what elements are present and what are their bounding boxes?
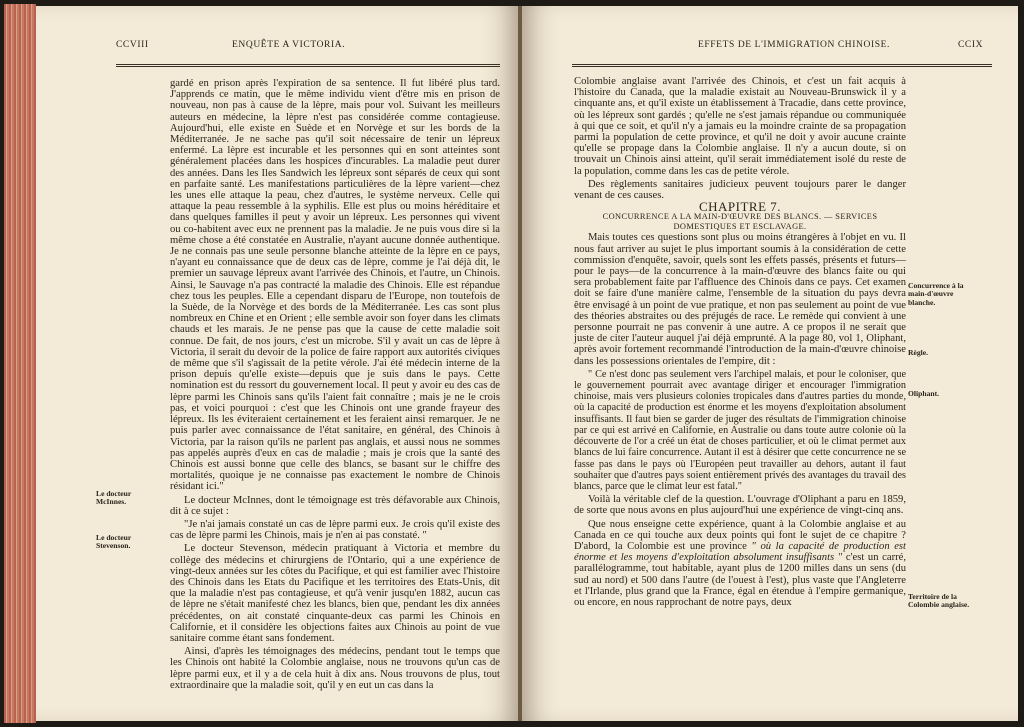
paragraph-text-cont: c'est un carré, parallélogramme, tout habitable, ayant plus de 1200 milles dans un sens (du sud au nord) et 500 dans l'autre (de l'ouest à l'est), plus vaste que l'Angleterre et l'Irlande, plus grand que la France, égal en étendue à l'empire germanique, ou encore, en nous rapprochant de notre pays, deux (574, 552, 906, 608)
paragraph: Mais toutes ces questions sont plus ou moins étrangères à l'objet en vu. Il nous faut arriver au sujet le plus important soumis à la considération de cette commission d'enquête, savoir, quels sont les effets passés, présents et futurs—pour le pays—de la concurrence à la main-d'œuvre des blancs faite ou qui sera probablement faite par l'affluence des Chinois dans ce pays. Cet examen doit se faire d'une manière calme, l'ensemble de la situation du pays devra être envisagé à un point de vue pratique, et non pas seulement au point de vue des théories abstraites ou des préjugés de race. Le remède qui convient à une personne pourrait ne pas convenir à une autre. A ce propos il ne serait que juste de citer l'auteur auquel j'ai déjà emprunté. A la page 80, vol 1, Oliphant, après avoir fortement recommandé l'introduction de la main-d'œuvre chinoise dans les possessions orientales de l'empire, dit : (574, 232, 906, 367)
right-page-number: CCIX (958, 40, 984, 50)
paragraph: gardé en prison après l'expiration de sa sentence. Il fut libéré plus tard. J'apprends ce matin, que le même individu vient d'être mis en prison de nouveau, non pas à cause de la lèpre, mais pour vol. Suivant les meilleurs auteurs en médecine, la lèpre n'est pas considérée comme contagieuse. Aujourd'hui, elle existe en Suède et en Norvège et sur les bords de la Méditerranée. Je ne sache pas qu'il soit nécessaire de tenir un lépreux enfermé. La lèpre est incurable et les personnes qui en sont atteintes sont généralement placées dans les hospices d'incurables. La maladie peut durer des années. Dans les Iles Sandwich les lépreux sont séparés de ceux qui sont en parfaite santé. Les manifestations particulières de la lèpre varient—chez les unes elle attaque la peau, chez d'autres, le système nerveux. Celle qui attaque la peau ressemble à la syphilis. Elle est plus ou moins héréditaire et dans quelques familles il peut y avoir un lépreux. Les personnes qui vivent ou co-habitent avec eux ne prennent pas la maladie. Je ne puis vous dire si la même chose a été constatée en Australie, n'ayant aucune donnée authentique. Je ne connais pas une seule personne blanche atteinte de la lèpre en ce pays, n'ayant eu connaissance que de deux cas de lèpre, comme je l'ai déjà dit, le premier un sauvage lépreux avant l'arrivée des Chinois, et l'autre, un Chinois. Ainsi, le Sauvage n'a pas contracté la maladie des Chinois. Elle est répandue chez tous les peuples. Elle a cependant disparu de l'Europe, non toutefois de la Suède, de la Norvège et des bords de la Méditerranée. Les cas sont plus nombreux en Chine et en Orient ; elle semble avoir son foyer dans les climats chauds et les marais. Je ne pense pas que la cause de cette maladie soit connue. De fait, de nos jours, c'est un microbe. S'il y avait un cas de lèpre à Victoria, il serait du devoir de la police de faire rapport aux autorités civiques de même que s'il s'agissait de la petite vérole. J'ai été médecin interne de la prison depuis qu'elle existe—depuis que je suis dans le pays. Cette nomination est du ressort du gouvernement local. Il peut y avoir eu des cas de lèpre parmi les Chinois sans qu'ils l'aient fait connaître ; mais je ne le crois pas, et voici pourquoi : c'est que les Chinois ont une grande frayeur des lépreux. Ils les éviteraient certainement et les feraient ainsi remarquer. Je ne puis parler avec connaissance de l'état sanitaire, en général, des Chinois à Victoria, par la raison qu'ils ne parlent pas anglais, et aussi nous ne sommes pas appelés auprès d'eux en cas de maladie ; mais je crois que la santé des Chinois est aussi bonne que celle des blancs, se basant sur le chiffre des mortalités, quoique je ne connaisse pas exactement le nombre de Chinois résidant ici." (170, 78, 500, 493)
paragraph: Le docteur Stevenson, médecin pratiquant à Victoria et membre du collège des médecins et chirurgiens de l'Ontario, qui a une expérience de vingt-deux années sur les côtes du Pacifique, et qui est familier avec l'histoire des Chinois dans les Etats du Pacifique et les territoires des Etats-Unis, dit que la maladie n'est pas contagieuse, et qu'à venir jusqu'en 1882, aucun cas de lèpre ne s'était manifesté chez les blancs, bien que, pendant les dix années précédentes, on ait constaté cinquante-deux cas parmi les Chinois en Californie, et il considère les objections faites aux Chinois au point de vue sanitaire comme étant sans fondement. (170, 543, 500, 644)
left-page (36, 6, 518, 721)
left-running-head: ENQUÊTE A VICTORIA. (232, 40, 346, 50)
right-page (522, 6, 1018, 721)
right-running-head: EFFETS DE L'IMMIGRATION CHINOISE. (698, 40, 890, 50)
paragraph: Ainsi, d'après les témoignages des médecins, pendant tout le temps que les Chinois ont habité la Colombie anglaise, nous ne trouvons qu'un cas de lèpre parmi eux, et il y a de cela huit à dix ans. Nous trouvons de plus, tout extraordinaire que la maladie soit, qu'il y en eut un cas dans la (170, 646, 500, 691)
margin-note-stevenson: Le docteur Stevenson. (96, 533, 132, 551)
paragraph-with-quote (574, 519, 906, 609)
paragraph: Le docteur McInnes, dont le témoignage est très défavorable aux Chinois, dit à ce sujet : (170, 494, 500, 517)
chapter-title: CHAPITRE 7. (698, 199, 782, 215)
margin-note-concurrence: Concurrence à la main-d'œuvre blanche. (908, 281, 964, 307)
page-edges (4, 4, 36, 723)
paragraph: "Je n'ai jamais constaté un cas de lèpre parmi eux. Je crois qu'il existe des cas de lèpre parmi les Chinois, mais je n'en ai pas constaté. " (170, 518, 500, 542)
left-page-number: CCVIII (116, 40, 149, 50)
margin-note-mcinnes: Le docteur McInnes. (96, 489, 132, 507)
paragraph: Colombie anglaise avant l'arrivée des Chinois, et c'est un fait acquis à l'histoire du Canada, que la maladie existait au Nouveau-Brunswick il y a cinquante ans, et qu'il existe un établissement à Tracadie, dans cette province, où les lépreux sont gardés ; qu'elle ne s'est jamais répandue ou communiquée à qui que ce soit, et qu'il n'y a jamais eu la moindre crainte de sa propagation parmi la population de cette province, et qu'il ne doit y avoir aucune crainte qu'elle se propage dans la Colombie anglaise. Il n'y a aucun doute, si on trouvait un Chinois ainsi atteint, qu'il serait immédiatement isolé du reste de la population, comme dans les cas de petite vérole. (574, 76, 906, 177)
margin-note-territoire: Territoire de la Colombie anglaise. (908, 592, 970, 610)
italic-quote: " où la capacité de production est énorme et les moyens d'exploitation absolument insuffisants " (574, 540, 906, 564)
right-body-text (574, 76, 906, 608)
left-body-text (170, 78, 500, 691)
paragraph-text: Que nous enseigne cette expérience, quant à la Colombie anglaise et au Canada en ce qui touche aux deux points qui font le sujet de ce chapitre ? D'abord, la Colombie est une province (574, 518, 906, 552)
left-head-rule (116, 64, 500, 67)
quotation: " Ce n'est donc pas seulement vers l'archipel malais, et pour le coloniser, que le gouvernement pourrait avec avantage diriger et encourager l'immigration chinoise, mais vers plusieurs colonies tropicales dans d'autres parties du monde, où la capacité de production est énorme et les moyens d'exploitation absolument insuffisants. Il faut bien se garder de juger des résultats de l'immigration chinoise par ce qui est arrivé en Californie, en Australie ou dans toute autre colonie où la découverte de l'or a créé un état de choses particulier, et où le climat permet aux blancs de lui faire concurrence. Autant il est à désirer que cette concurrence ne se fasse pas dans le pays où l'Européen peut travailler au dehors, autant il faut souhaiter que d'autres pays soient entièrement privés des avantages du travail des blancs, parce que le climat leur est fatal." (574, 368, 906, 492)
margin-note-oliphant: Oliphant. (908, 389, 940, 398)
paragraph: Des règlements sanitaires judicieux peuvent toujours parer le danger venant de ces causes. (574, 178, 906, 202)
right-head-rule (572, 64, 992, 67)
paragraph: Voilà la véritable clef de la question. L'ouvrage d'Oliphant a paru en 1859, de sorte que nous avons en plus aujourd'hui une expérience de vingt-cinq ans. (574, 494, 906, 517)
margin-note-regle: Règle. (908, 348, 929, 357)
chapter-subtitle: CONCURRENCE A LA MAIN-D'ŒUVRE DES BLANCS. — SERVICES DOMESTIQUES ET ESCLAVAGE. (602, 212, 878, 232)
